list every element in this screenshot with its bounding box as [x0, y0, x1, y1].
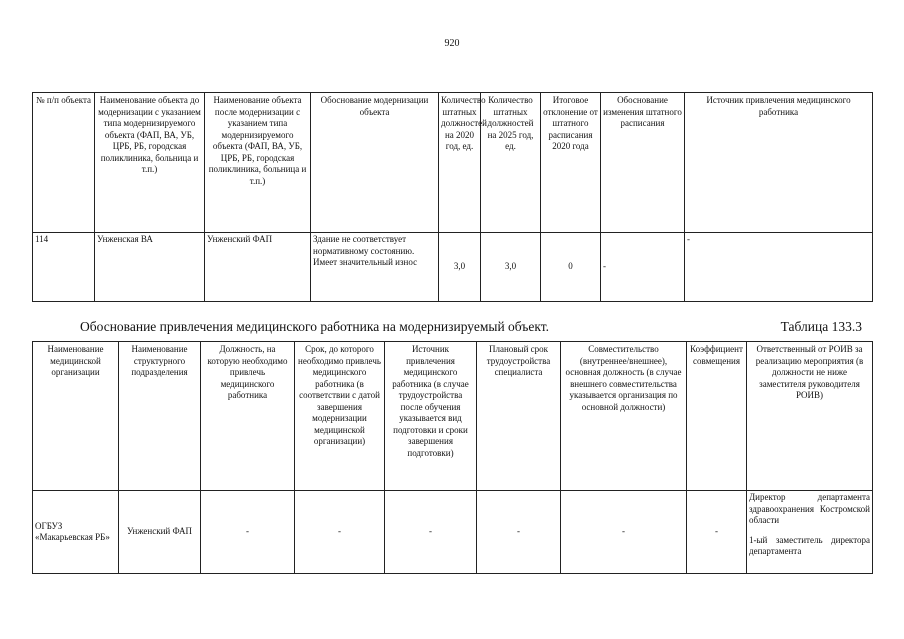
- position: -: [201, 491, 295, 574]
- table-row: [33, 491, 873, 574]
- staff-deviation: 0: [541, 233, 601, 302]
- table-row: [33, 233, 873, 302]
- object-after: Унженский ФАП: [205, 233, 311, 302]
- combination: -: [561, 491, 687, 574]
- header-cell: Источник привлечения медицинского работника: [685, 93, 873, 233]
- table-header-row: [33, 93, 873, 233]
- object-number: 114: [33, 233, 95, 302]
- responsible-official: [747, 491, 873, 574]
- header-cell: Количество штатных должностей на 2025 год, ед.: [481, 93, 541, 233]
- modernization-table: [32, 92, 873, 302]
- header-cell: Срок, до которого необходимо привлечь медицинского работника (в соответствии с датой завершения модернизации медицинской организации): [295, 342, 385, 491]
- caption-table-label: Таблица 133.3: [780, 319, 862, 334]
- object-before: Унженская ВА: [95, 233, 205, 302]
- header-cell: Плановый срок трудоустройства специалиста: [477, 342, 561, 491]
- header-cell: Наименование объекта после модернизации с указанием типа модернизируемого объекта (ФАП, ВА, УБ, ЦРБ, РБ, городская поликлиника, больница и т.п.): [205, 93, 311, 233]
- header-cell: Совместительство (внутреннее/внешнее), основная должность (в случае внешнего совместительства указывается организация по основной должности): [561, 342, 687, 491]
- header-cell: Количество штатных должностей на 2020 год, ед.: [439, 93, 481, 233]
- header-cell: Ответственный от РОИВ за реализацию мероприятия (в должности не ниже заместителя руководителя РОИВ): [747, 342, 873, 491]
- header-cell: Наименование структурного подразделения: [119, 342, 201, 491]
- planned-employment: -: [477, 491, 561, 574]
- staff-source: -: [685, 233, 873, 302]
- header-cell: Обоснование модернизации объекта: [311, 93, 439, 233]
- table-caption: [32, 319, 872, 339]
- attraction-source: -: [385, 491, 477, 574]
- organization-name: ОГБУЗ «Макарьевская РБ»: [33, 491, 119, 574]
- deadline: -: [295, 491, 385, 574]
- table-header-row: [33, 342, 873, 491]
- header-cell: Источник привлечения медицинского работника (в случае трудоустройства после обучения указывается вид подготовки и сроки завершения подготовки): [385, 342, 477, 491]
- header-cell: Наименование медицинской организации: [33, 342, 119, 491]
- header-cell: Наименование объекта до модернизации с указанием типа модернизируемого объекта (ФАП, ВА, УБ, ЦРБ, РБ, городская поликлиника, больница и т.п.): [95, 93, 205, 233]
- staff-attraction-table: [32, 341, 873, 574]
- page-number: 920: [444, 38, 460, 49]
- combination-coefficient: -: [687, 491, 747, 574]
- responsible-line-2: 1-ый заместитель директора департамента: [749, 534, 870, 556]
- change-reason: -: [601, 233, 685, 302]
- header-cell: Итоговое отклонение от штатного расписания 2020 года: [541, 93, 601, 233]
- header-cell: № п/п объекта: [33, 93, 95, 233]
- header-cell: Коэффициент совмещения: [687, 342, 747, 491]
- responsible-line-1: Директор департамента здравоохранения Костромской области: [749, 492, 870, 525]
- caption-title: Обоснование привлечения медицинского работника на модернизируемый объект.: [80, 319, 549, 334]
- staff-2025: 3,0: [481, 233, 541, 302]
- header-cell: Обоснование изменения штатного расписания: [601, 93, 685, 233]
- header-cell: Должность, на которую необходимо привлечь медицинского работника: [201, 342, 295, 491]
- staff-2020: 3,0: [439, 233, 481, 302]
- structural-unit: Унженский ФАП: [119, 491, 201, 574]
- modernization-justification: Здание не соответствует нормативному состоянию. Имеет значительный износ: [311, 233, 439, 302]
